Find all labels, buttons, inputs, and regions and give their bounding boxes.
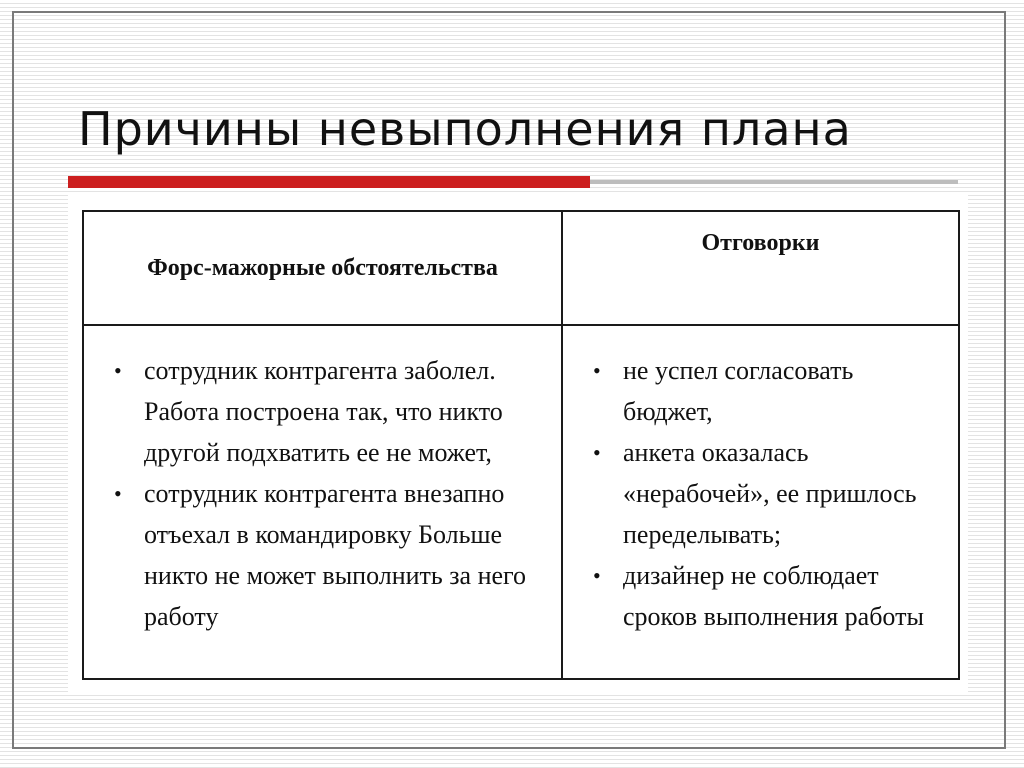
table-image-area [68,192,968,692]
list-item: • анкета оказалась «нерабочей», ее пришлось переделывать; [569,432,944,555]
list-item: • сотрудник контрагента заболел. Работа построена так, что никто другой подхватить ее не может, [90,350,547,473]
force-majeure-cell [83,325,562,679]
table-body-row [83,325,959,679]
list-item: • дизайнер не соблюдает сроков выполнения работы [569,555,944,637]
slide-title: Причины невыполнения плана [78,102,852,156]
excuses-cell [562,325,959,679]
title-underline-red [68,176,590,188]
title-underline-grey [590,180,958,184]
header-force-majeure: Форс-мажорные обстоятельства [83,211,562,325]
header-excuses: Отговорки [562,211,959,325]
excuses-list [569,350,944,637]
list-item: • не успел согласовать бюджет, [569,350,944,432]
table-header-row [83,211,959,325]
reasons-table [82,210,960,680]
list-item: • сотрудник контрагента внезапно отъехал в командировку Больше никто не может выполнить за него работу [90,473,547,637]
force-majeure-list [90,350,547,637]
